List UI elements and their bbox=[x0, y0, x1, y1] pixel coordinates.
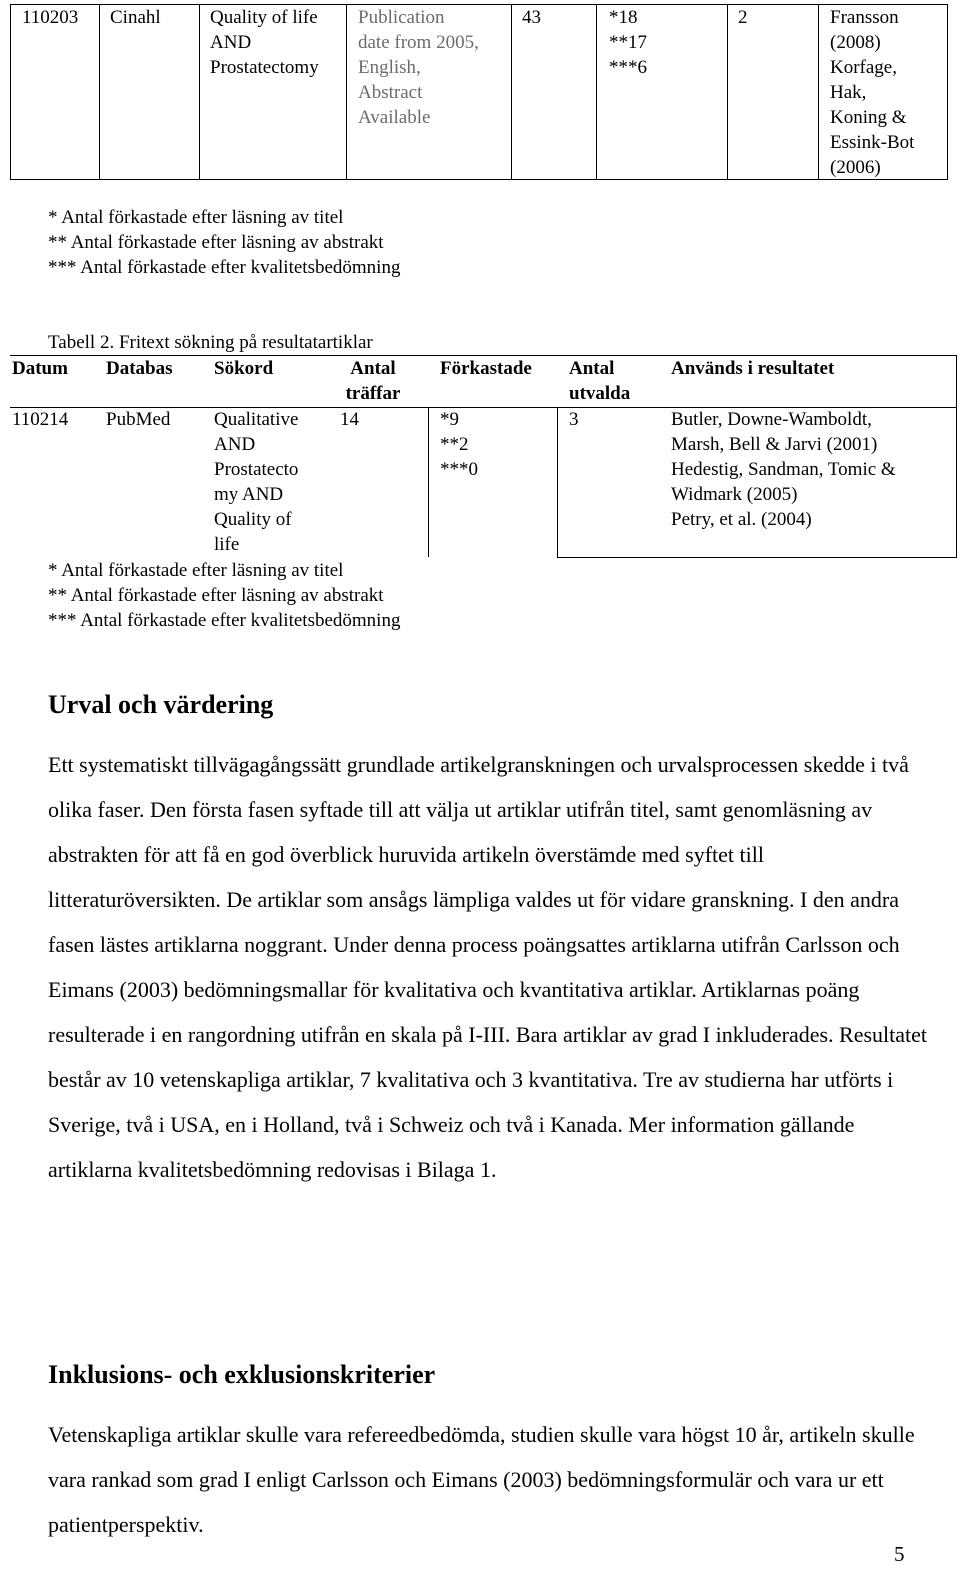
table1-note-1: * Antal förkastade efter läsning av titel bbox=[48, 207, 344, 228]
table2-anvands: Butler, Downe-Wamboldt, Marsh, Bell & Jarvi (2001) Hedestig, Sandman, Tomic & Widmark (2005) Petry, et al. (2004) bbox=[671, 409, 896, 530]
table2-header-antal-utvalda: Antal utvalda bbox=[569, 358, 631, 404]
table2-header-antal-traffar: Antal träffar bbox=[345, 358, 401, 404]
table1-begransningar: Publication date from 2005, English, Abstract Available bbox=[358, 7, 479, 128]
table1-sokord: Quality of life AND Prostatectomy bbox=[210, 7, 319, 78]
section-heading-inklusion: Inklusions- och exklusionskriterier bbox=[48, 1360, 436, 1389]
table2-header-anvands: Används i resultatet bbox=[671, 358, 835, 379]
page-number: 5 bbox=[894, 1542, 905, 1566]
table2-header-sokord: Sökord bbox=[214, 358, 274, 379]
table2-header-datum: Datum bbox=[12, 358, 68, 379]
table2-header-databas: Databas bbox=[106, 358, 173, 379]
table2-divider bbox=[956, 355, 957, 558]
table2-divider bbox=[428, 407, 429, 557]
table1-databas: Cinahl bbox=[110, 7, 161, 28]
table1-anvands: Fransson (2008) Korfage, Hak, Koning & Essink-Bot (2006) bbox=[830, 7, 915, 178]
table1-antal-utvalda: 2 bbox=[738, 7, 748, 28]
table1-forkastade: *18 **17 ***6 bbox=[609, 7, 647, 78]
table2-antal-traffar: 14 bbox=[340, 409, 359, 430]
table2-note-3: *** Antal förkastade efter kvalitetsbedömning bbox=[48, 610, 401, 631]
table2-antal-utvalda: 3 bbox=[569, 409, 579, 430]
table2-note-1: * Antal förkastade efter läsning av titel bbox=[48, 560, 344, 581]
table2-header-forkastade: Förkastade bbox=[440, 358, 532, 379]
table1-datum: 110203 bbox=[22, 7, 79, 28]
table1-note-2: ** Antal förkastade efter läsning av abstrakt bbox=[48, 232, 384, 253]
table2-divider bbox=[557, 407, 558, 557]
table1-divider bbox=[199, 4, 200, 180]
table1 bbox=[10, 4, 948, 180]
table2-databas: PubMed bbox=[106, 409, 171, 430]
table1-note-3: *** Antal förkastade efter kvalitetsbedömning bbox=[48, 257, 401, 278]
table1-divider bbox=[99, 4, 100, 180]
table1-divider bbox=[818, 4, 819, 180]
table2-caption: Tabell 2. Fritext sökning på resultatartiklar bbox=[48, 332, 373, 353]
section-heading-urval: Urval och värdering bbox=[48, 690, 274, 719]
table1-divider bbox=[346, 4, 347, 180]
table1-divider bbox=[596, 4, 597, 180]
table2-datum: 110214 bbox=[12, 409, 69, 430]
table2-sokord: Qualitative AND Prostatecto my AND Quality of life bbox=[214, 409, 299, 555]
table1-divider bbox=[511, 4, 512, 180]
table2-forkastade: *9 **2 ***0 bbox=[440, 409, 478, 480]
section-paragraph-inklusion: Vetenskapliga artiklar skulle vara refereedbedömda, studien skulle vara högst 10 år, artikeln skulle vara rankad som grad I enligt Carlsson och Eimans (2003) bedömningsformulär och vara ur ett patientperspektiv. bbox=[48, 1422, 915, 1537]
table2-right-bottom-rule bbox=[557, 557, 956, 558]
table1-divider bbox=[727, 4, 728, 180]
table2-note-2: ** Antal förkastade efter läsning av abstrakt bbox=[48, 585, 384, 606]
section-paragraph-urval: Ett systematiskt tillvägagångssätt grundlade artikelgranskningen och urvalsprocessen skedde i två olika faser. Den första fasen syftade till att välja ut artiklar utifrån titel, samt genomläsning av abstrakten för att få en god överblick huruvida artikeln överstämde med syftet till litteraturöversikten. De artiklar som ansågs lämpliga valdes ut för vidare granskning. I den andra fasen lästes artiklarna noggrant. Under denna process poängsattes artiklarna utifrån Carlsson och Eimans (2003) bedömningsmallar för kvalitativa och kvantitativa artiklar. Artiklarnas poäng resulterade i en rangordning utifrån en skala på I-III. Bara artiklar av grad I inkluderades. Resultatet består av 10 vetenskapliga artiklar, 7 kvalitativa och 3 kvantitativa. Tre av studierna har utförts i Sverige, två i USA, en i Holland, två i Schweiz och två i Kanada. Mer information gällande artiklarna kvalitetsbedömning redovisas i Bilaga 1. bbox=[48, 752, 928, 1182]
table1-antal-traffar: 43 bbox=[522, 7, 541, 28]
